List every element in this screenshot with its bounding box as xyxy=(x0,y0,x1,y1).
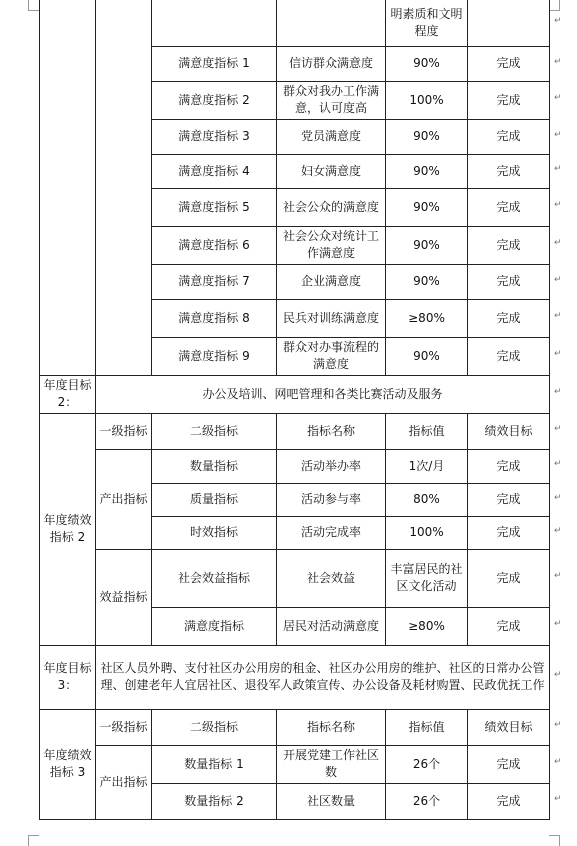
paragraph-mark: ↵ xyxy=(554,164,562,174)
table-row: 满意度指标 4 妇女满意度 90% 完成 xyxy=(40,154,550,188)
paragraph-mark: ↵ xyxy=(554,238,562,248)
table-row: 质量指标 活动参与率 80% 完成 xyxy=(40,483,550,516)
paragraph-mark: ↵ xyxy=(554,619,562,629)
paragraph-mark: ↵ xyxy=(554,720,562,730)
paragraph-mark: ↵ xyxy=(554,56,562,67)
table-row: 满意度指标 5 社会公众的满意度 90% 完成 xyxy=(40,188,550,226)
table-row: 产出指标 数量指标 1 开展党建工作社区数 26个 完成 xyxy=(40,745,550,783)
performance-table xyxy=(39,0,550,820)
page-corner-mark xyxy=(549,835,560,846)
paragraph-mark: ↵ xyxy=(554,492,562,503)
benefit-indicator-label: 效益指标 xyxy=(96,549,152,645)
table-row: 满意度指标 2 群众对我办工作满意，认可度高 100% 完成 xyxy=(40,81,550,119)
table-row: 满意度指标 居民对活动满意度 ≥80% 完成 xyxy=(40,607,550,645)
table-row xyxy=(40,375,550,413)
paragraph-mark: ↵ xyxy=(554,794,562,804)
paragraph-mark: ↵ xyxy=(554,129,562,140)
table-row: 满意度指标 7 企业满意度 90% 完成 xyxy=(40,264,550,299)
table-row: 满意度指标 1 信访群众满意度 90% 完成 xyxy=(40,46,550,81)
table-row: 年度绩效指标 3 一级指标 二级指标 指标名称 指标值 绩效目标 xyxy=(40,709,550,745)
paragraph-mark: ↵ xyxy=(554,200,562,210)
annual-perf-label: 年度绩效指标 3 xyxy=(40,709,96,819)
paragraph-mark: ↵ xyxy=(554,387,562,397)
annual-goal-text: 社区人员外聘、支付社区办公用房的租金、社区办公用房的维护、社区的日常办公管理、创建老年人宜居社区、退役军人政策宣传、办公设备及耗材购置、民政优抚工作 xyxy=(96,645,550,709)
table-row: 满意度指标 9 群众对办事流程的满意度 90% 完成 xyxy=(40,337,550,375)
paragraph-mark: ↵ xyxy=(554,424,562,434)
annual-goal-label: 年度目标 3： xyxy=(40,645,96,709)
paragraph-mark: ↵ xyxy=(554,349,562,359)
table-row: 满意度指标 3 党员满意度 90% 完成 xyxy=(40,119,550,154)
paragraph-mark: ↵ xyxy=(554,525,562,536)
page-corner-mark xyxy=(28,835,39,846)
indicator-name-cell: 明素质和文明程度 xyxy=(386,0,468,46)
paragraph-mark: ↵ xyxy=(554,757,562,767)
annual-goal-label: 年度目标 2： xyxy=(40,375,96,413)
table-row xyxy=(40,645,550,709)
paragraph-mark: ↵ xyxy=(554,459,562,469)
annual-perf-label: 年度绩效指标 2 xyxy=(40,413,96,645)
table-row: 时效指标 活动完成率 100% 完成 xyxy=(40,516,550,549)
table-row: 满意度指标 6 社会公众对统计工作满意度 90% 完成 xyxy=(40,226,550,264)
document-page xyxy=(39,0,549,820)
table-row: 产出指标 数量指标 活动举办率 1次/月 完成 xyxy=(40,449,550,483)
paragraph-mark: ↵ xyxy=(554,670,562,680)
paragraph-mark: ↵ xyxy=(554,93,562,103)
table-row: 满意度指标 8 民兵对训练满意度 ≥80% 完成 xyxy=(40,299,550,337)
paragraph-mark: ↵ xyxy=(554,16,562,26)
paragraph-mark: ↵ xyxy=(554,571,562,581)
paragraph-mark: ↵ xyxy=(554,274,562,285)
paragraph-mark: ↵ xyxy=(554,311,562,321)
table-row: 数量指标 2 社区数量 26个 完成 xyxy=(40,783,550,819)
table-row xyxy=(40,0,550,46)
table-row: 年度绩效指标 2 一级指标 二级指标 指标名称 指标值 绩效目标 xyxy=(40,413,550,449)
page-corner-mark xyxy=(549,0,560,11)
table-row: 效益指标 社会效益指标 社会效益 丰富居民的社区文化活动 完成 xyxy=(40,549,550,607)
output-indicator-label: 产出指标 xyxy=(96,449,152,549)
page-corner-mark xyxy=(28,0,39,11)
output-indicator-label: 产出指标 xyxy=(96,745,152,819)
annual-goal-text: 办公及培训、网吧管理和各类比赛活动及服务 xyxy=(96,375,550,413)
